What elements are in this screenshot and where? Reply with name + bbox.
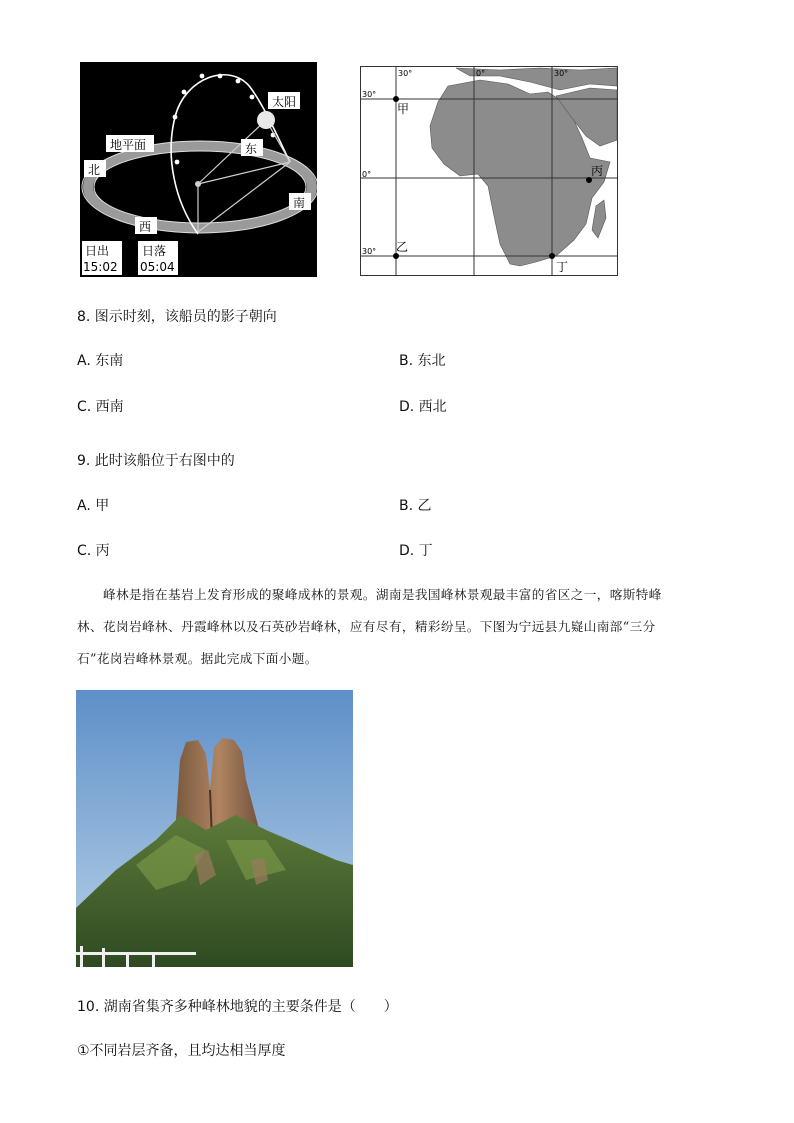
passage-line-3: 石”花岗岩峰林景观。据此完成下面小题。 bbox=[77, 651, 318, 666]
sunset-label: 日落 bbox=[142, 244, 167, 258]
sun-icon bbox=[257, 111, 275, 129]
question-9-stem: 9. 此时该船位于右图中的 bbox=[77, 453, 235, 469]
sun-path-diagram bbox=[80, 62, 317, 277]
north-label: 北 bbox=[88, 163, 101, 177]
lat-label-bottom: 30° bbox=[362, 247, 377, 256]
west-label: 西 bbox=[139, 220, 152, 234]
question-9-option-b[interactable]: B. 乙 bbox=[399, 498, 432, 514]
sunrise-label: 日出 bbox=[85, 244, 110, 258]
point-jia-label: 甲 bbox=[397, 102, 410, 116]
sun-label: 太阳 bbox=[272, 95, 297, 109]
question-8-option-c[interactable]: C. 西南 bbox=[77, 399, 124, 415]
passage-line-2: 林、花岗岩峰林、丹霞峰林以及石英砂岩峰林，应有尽有，精彩纷呈。下图为宁远县九嶷山南部“三分 bbox=[77, 619, 656, 634]
question-9-option-c[interactable]: C. 丙 bbox=[77, 543, 110, 559]
sunset-time: 05:04 bbox=[140, 260, 175, 274]
point-bing-label: 丙 bbox=[591, 164, 604, 178]
question-8-stem: 8. 图示时刻，该船员的影子朝向 bbox=[77, 309, 277, 325]
south-label: 南 bbox=[293, 196, 306, 210]
passage-line-1: 峰林是指在基岩上发育形成的聚峰成林的景观。湖南是我国峰林景观最丰富的省区之一，喀斯特峰 bbox=[103, 587, 662, 602]
question-9-option-d[interactable]: D. 丁 bbox=[399, 543, 433, 559]
question-8-option-b[interactable]: B. 东北 bbox=[399, 353, 446, 369]
question-10-stem: 10. 湖南省集齐多种峰林地貌的主要条件是（ ） bbox=[77, 999, 398, 1015]
lat-label-mid: 0° bbox=[362, 170, 372, 179]
horizon-label: 地平面 bbox=[110, 138, 147, 152]
lon-label-left: 30° bbox=[398, 69, 413, 78]
question-9-option-a[interactable]: A. 甲 bbox=[77, 498, 110, 514]
africa-grid-map bbox=[360, 66, 618, 276]
point-yi-label: 乙 bbox=[396, 240, 409, 254]
point-ding-marker bbox=[549, 253, 555, 259]
granite-peak-photo bbox=[76, 690, 353, 967]
question-8-option-d[interactable]: D. 西北 bbox=[399, 399, 447, 415]
lat-label-top: 30° bbox=[362, 90, 377, 99]
sunrise-time: 15:02 bbox=[83, 260, 118, 274]
question-8-option-a[interactable]: A. 东南 bbox=[77, 353, 124, 369]
question-10-option-1: ①不同岩层齐备，且均达相当厚度 bbox=[77, 1043, 286, 1059]
lon-label-mid: 0° bbox=[476, 69, 486, 78]
east-label: 东 bbox=[245, 142, 258, 156]
lon-label-right: 30° bbox=[554, 69, 569, 78]
point-ding-label: 丁 bbox=[556, 260, 569, 274]
